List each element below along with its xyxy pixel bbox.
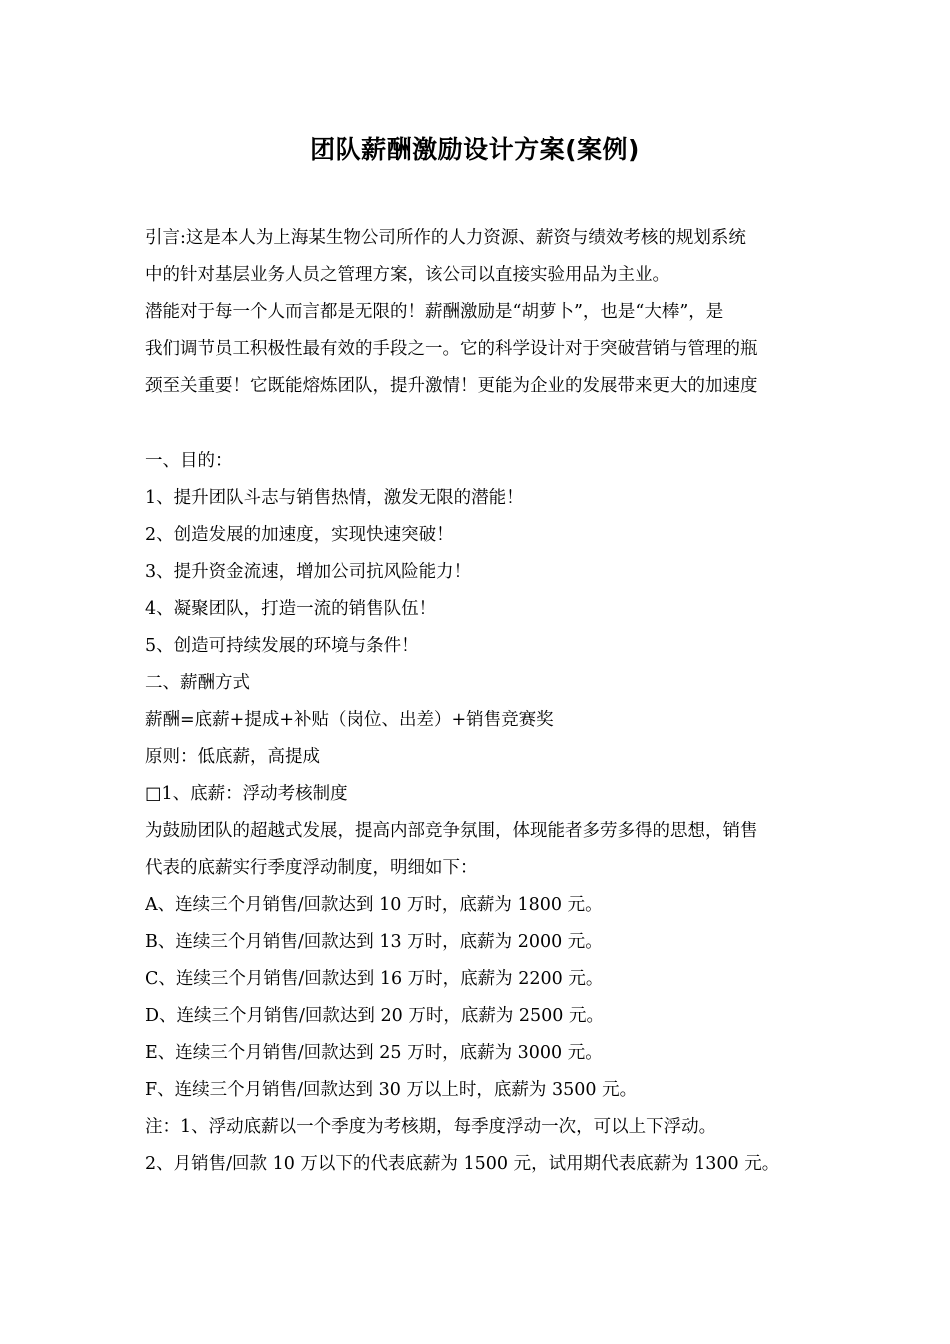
list-item: 4、凝聚团队，打造一流的销售队伍！ (145, 599, 437, 619)
intro-line: 引言:这是本人为上海某生物公司所作的人力资源、薪资与绩效考核的规划系统 (145, 228, 746, 248)
note-line: 注：1、浮动底薪以一个季度为考核期，每季度浮动一次，可以上下浮动。 (145, 1117, 717, 1137)
paragraph-line: 原则：低底薪，高提成 (145, 747, 320, 767)
list-item: A、连续三个月销售/回款达到 10 万时，底薪为 1800 元。 (145, 895, 603, 915)
list-item: C、连续三个月销售/回款达到 16 万时，底薪为 2200 元。 (145, 969, 604, 989)
list-item: 2、创造发展的加速度，实现快速突破！ (145, 525, 454, 545)
paragraph-line: 薪酬=底薪+提成+补贴（岗位、出差）+销售竞赛奖 (145, 710, 554, 730)
paragraph-line: 代表的底薪实行季度浮动制度，明细如下： (145, 858, 478, 878)
document-title: 团队薪酬激励设计方案(案例) (310, 135, 640, 164)
section-heading: 一、目的： (145, 451, 233, 471)
intro-line: 颈至关重要！它既能熔炼团队，提升激情！更能为企业的发展带来更大的加速度 (145, 376, 758, 396)
list-item: 1、提升团队斗志与销售热情，激发无限的潜能！ (145, 488, 524, 508)
list-item: 5、创造可持续发展的环境与条件！ (145, 636, 419, 656)
intro-line: 我们调节员工积极性最有效的手段之一。它的科学设计对于突破营销与管理的瓶 (145, 339, 758, 359)
intro-line: 潜能对于每一个人而言都是无限的！薪酬激励是“胡萝卜”，也是“大棒”，是 (145, 302, 724, 322)
paragraph-line: 为鼓励团队的超越式发展，提高内部竞争氛围，体现能者多劳多得的思想，销售 (145, 821, 758, 841)
subsection-heading: □1、底薪：浮动考核制度 (145, 784, 348, 804)
list-item: E、连续三个月销售/回款达到 25 万时，底薪为 3000 元。 (145, 1043, 603, 1063)
list-item: F、连续三个月销售/回款达到 30 万以上时，底薪为 3500 元。 (145, 1080, 638, 1100)
section-heading: 二、薪酬方式 (145, 673, 250, 693)
list-item: 3、提升资金流速，增加公司抗风险能力！ (145, 562, 472, 582)
note-line: 2、月销售/回款 10 万以下的代表底薪为 1500 元，试用期代表底薪为 1300 元。 (145, 1154, 780, 1174)
intro-line: 中的针对基层业务人员之管理方案，该公司以直接实验用品为主业。 (145, 265, 670, 285)
list-item: D、连续三个月销售/回款达到 20 万时，底薪为 2500 元。 (145, 1006, 604, 1026)
list-item: B、连续三个月销售/回款达到 13 万时，底薪为 2000 元。 (145, 932, 603, 952)
